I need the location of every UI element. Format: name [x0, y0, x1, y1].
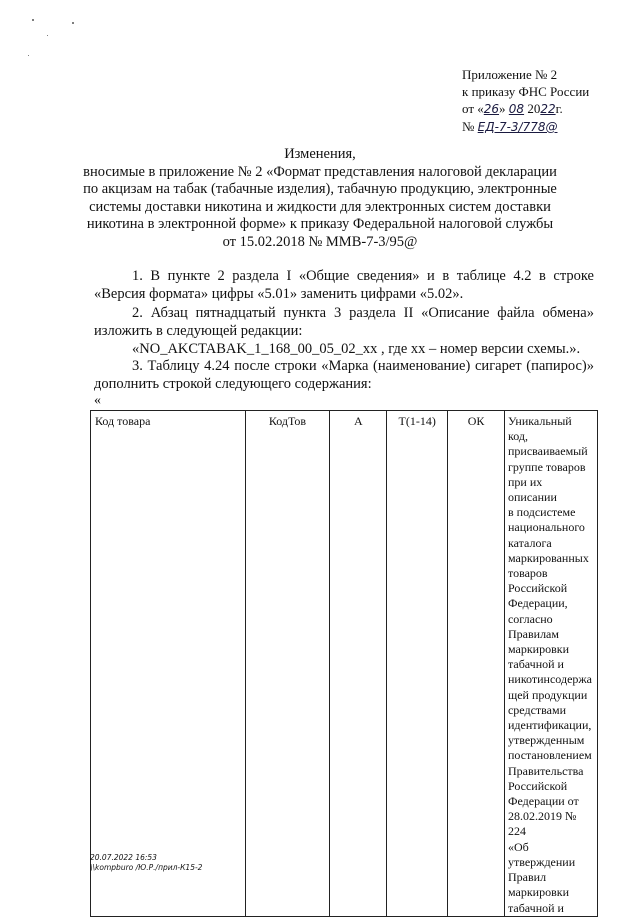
date-mid: » [499, 101, 509, 116]
paragraph-2: 2. Абзац пятнадцатый пункта 3 раздела II «Описание файла обмена» изложить в следующей редакции: [94, 305, 594, 339]
handwritten-day: 26 [483, 102, 500, 116]
cell-element-type: А [330, 411, 387, 917]
cell-element-code: КодТов [245, 411, 330, 917]
cell-required-flag: ОК [448, 411, 505, 917]
file-footer [90, 853, 202, 873]
quote-open-mark: « [94, 393, 101, 408]
handwritten-order-number: ЕД-7-3/778@ [477, 120, 558, 134]
title-line: от 15.02.2018 № ММВ-7-3/95@ [222, 233, 418, 250]
appendix-title: Приложение № 2 [462, 67, 558, 82]
footer-file-path: \\kompburo /Ю.Р./прил-К15-2 [90, 863, 203, 872]
footer-timestamp: 20.07.2022 16:53 [90, 853, 157, 862]
cell-element-name: Код товара [91, 411, 246, 917]
date-year-prefix: 20 [524, 101, 541, 116]
appendix-header [462, 66, 627, 136]
cell-element-format: Т(1-14) [387, 411, 448, 917]
element-table [90, 410, 598, 917]
appendix-date [462, 100, 627, 118]
title-line: вносимые в приложение № 2 «Формат представления налоговой декларации [83, 163, 557, 180]
cell-description [504, 411, 597, 917]
number-prefix: № [462, 119, 478, 134]
paragraph-3: «NO_AKCTABAK_1_168_00_05_02_xx , где xx – номер версии схемы.». [132, 341, 581, 357]
paragraph-4: 3. Таблицу 4.24 после строки «Марка (наименование) сигарет (папирос)» дополнить строкой следующего содержания: [94, 358, 594, 392]
scan-speck [47, 35, 48, 36]
appendix-number [462, 118, 627, 136]
appendix-order-ref: к приказу ФНС России [462, 84, 590, 99]
handwritten-year: 22 [540, 102, 556, 116]
date-suffix: г. [555, 101, 563, 116]
scan-speck [32, 19, 34, 21]
scan-speck [72, 22, 74, 24]
title-line: никотина в электронной форме» к приказу Федеральной налоговой службы [86, 216, 554, 232]
title-line: системы доставки никотина и жидкости для электронных систем доставки [89, 198, 551, 215]
table-row [91, 411, 598, 917]
title-line: Изменения, [284, 146, 356, 162]
handwritten-month: 08 [508, 102, 525, 116]
paragraph-1: 1. В пункте 2 раздела I «Общие сведения» и в таблице 4.2 в строке «Версия формата» цифры «5.01» заменить цифрами «5.02». [94, 268, 594, 302]
document-title [40, 146, 600, 251]
title-line: по акцизам на табак (табачные изделия), табачную продукцию, электронные [83, 181, 557, 197]
date-prefix: от « [462, 101, 484, 116]
description-text: Уникальный код, присваиваемый группе товаров при их описании в подсистеме национального каталога маркированных товаров Российской Федерации, согласно Правилам маркировки табачной и никотинсодержа щей продукции средствами идентификации, утвержденным постановлением Правительства Российской Федерации от 28.02.2019 № 224 «Об утверждении Правил маркировки табачной и [507, 414, 593, 915]
scan-speck [28, 55, 29, 56]
